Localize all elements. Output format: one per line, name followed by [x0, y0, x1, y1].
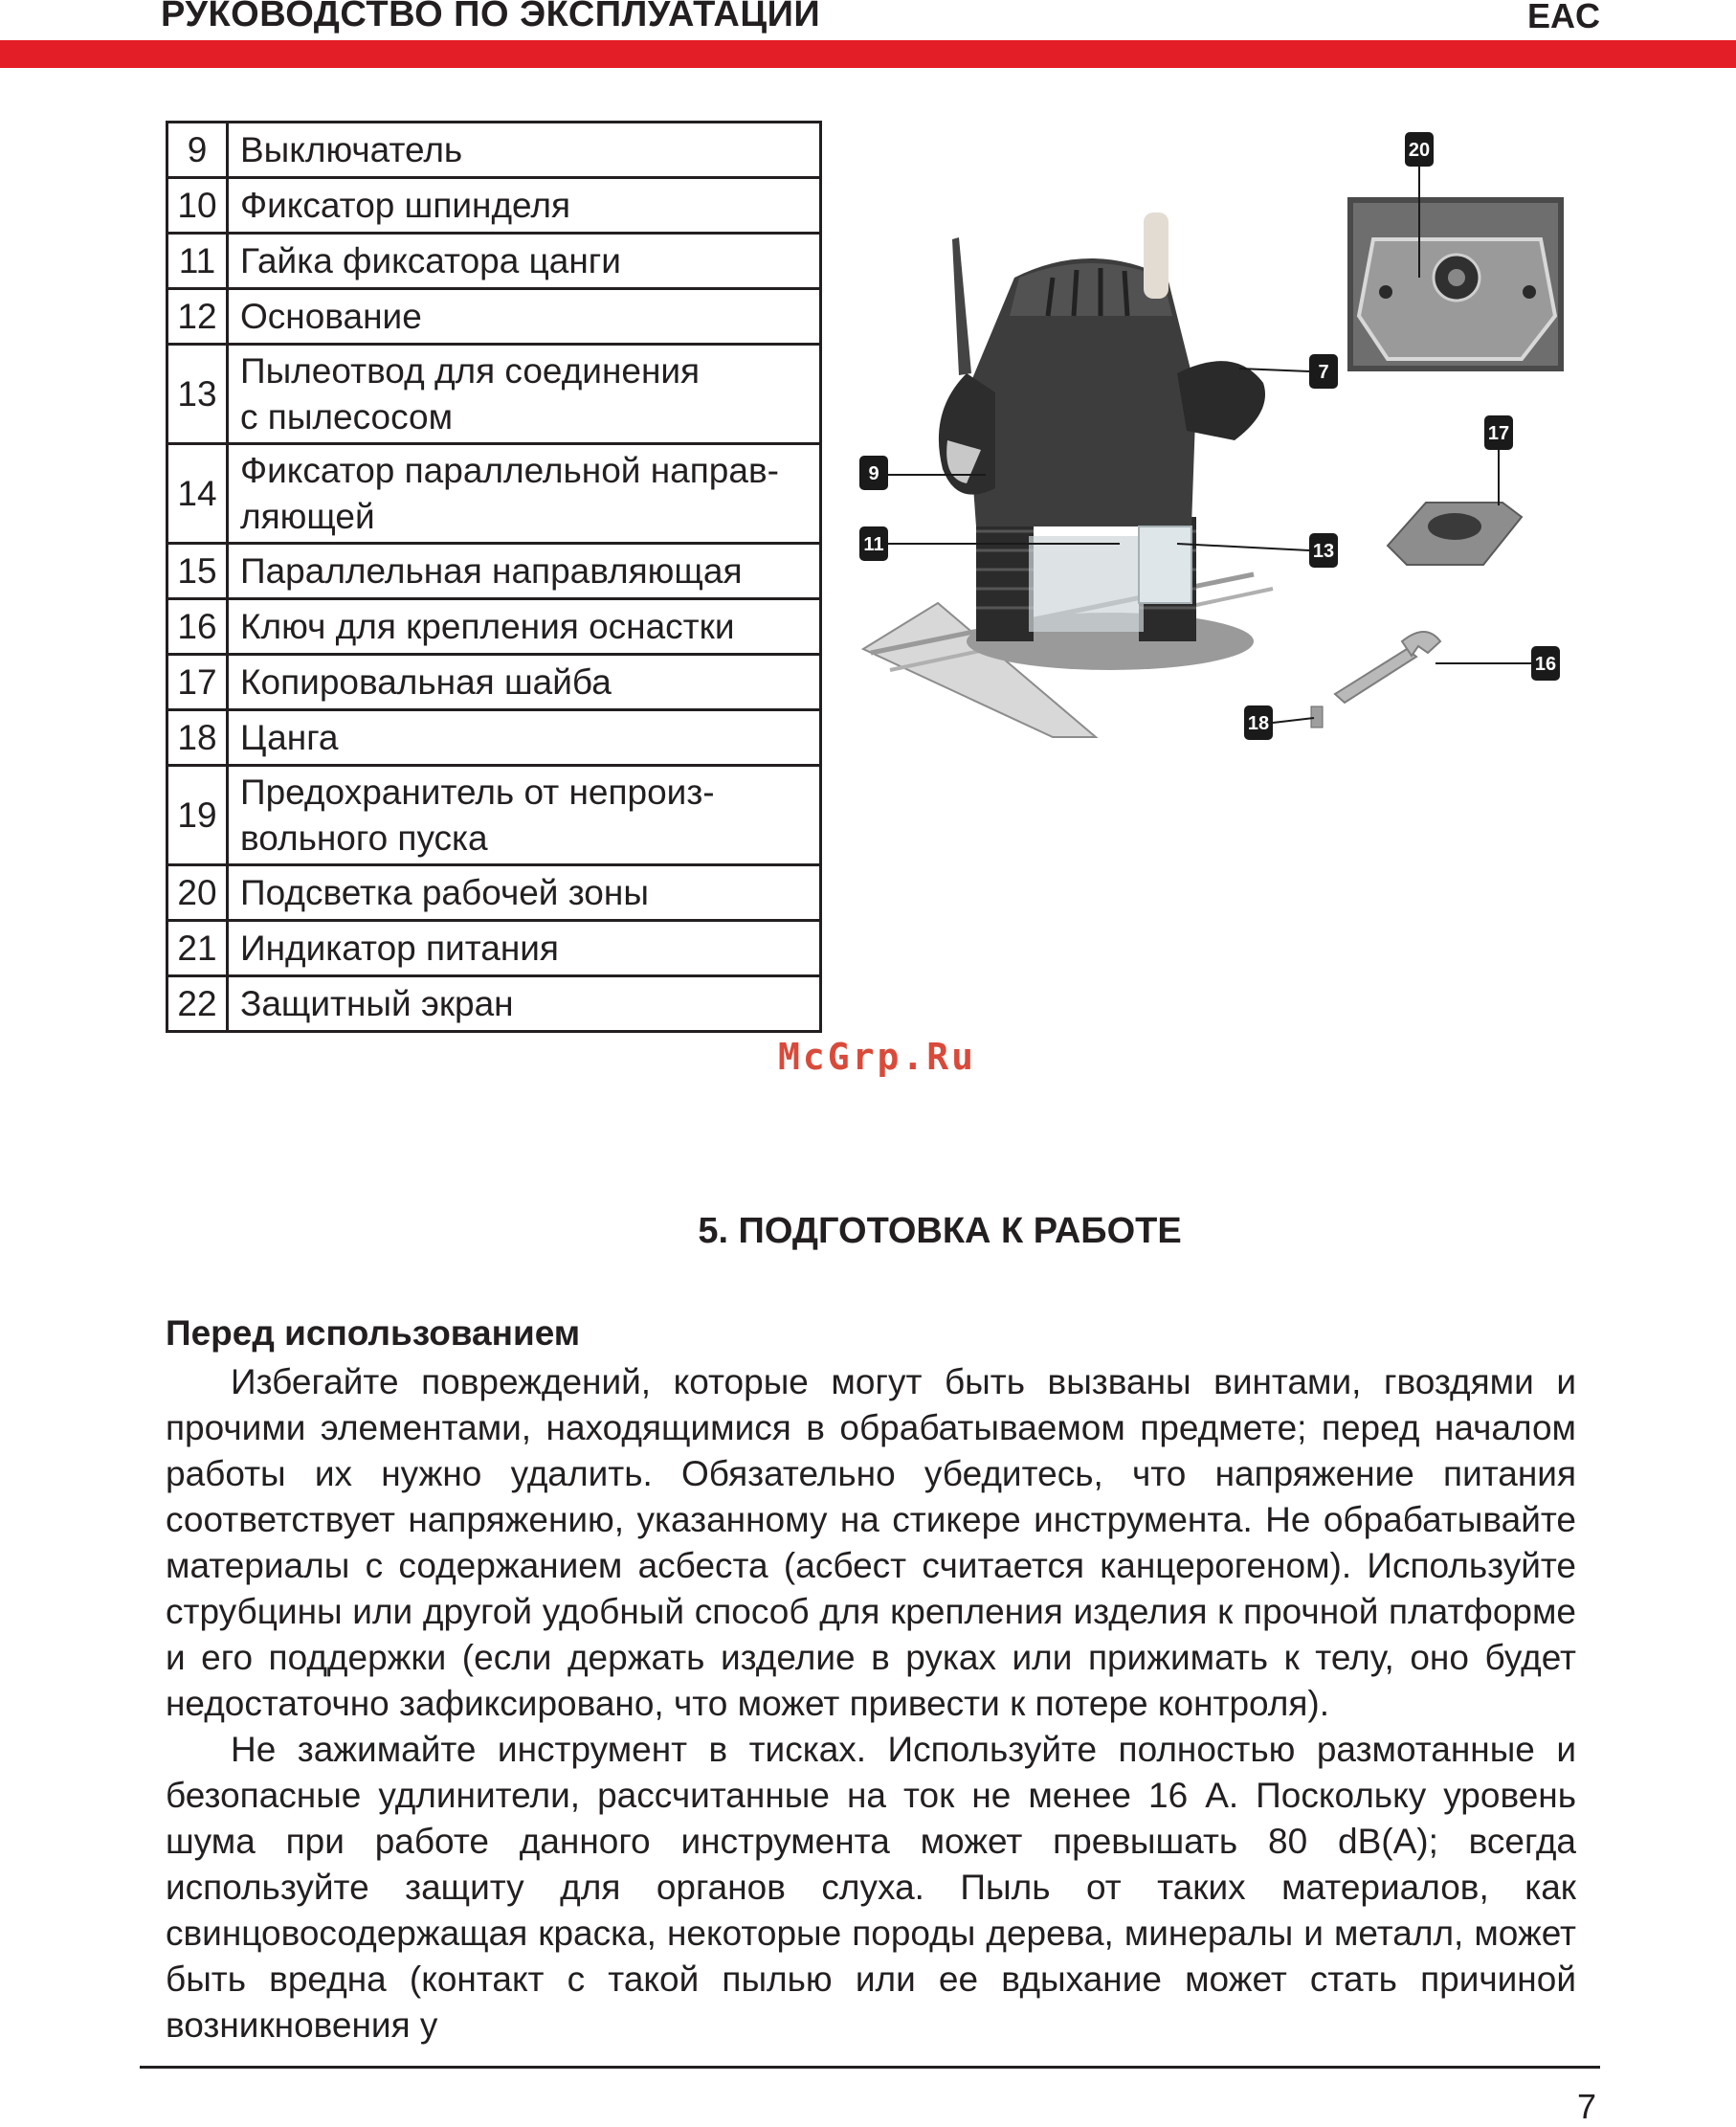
part-number: 10 [167, 178, 228, 234]
part-description-line: Пылеотвод для соединения [240, 350, 701, 391]
part-number: 18 [167, 710, 228, 766]
table-row [167, 865, 821, 921]
part-number: 15 [167, 544, 228, 599]
part-number: 19 [167, 766, 228, 865]
callout-label: 13 [1312, 541, 1335, 562]
table-row [167, 234, 821, 289]
part-description [228, 766, 821, 865]
subheading: Перед использованием [166, 1313, 581, 1353]
table-row [167, 766, 821, 865]
part-number: 20 [167, 865, 228, 921]
header-title: РУКОВОДСТВО ПО ЭКСПЛУАТАЦИИ [161, 0, 821, 34]
table-row [167, 444, 821, 544]
table-row [167, 655, 821, 710]
table-row [167, 710, 821, 766]
paragraph: Избегайте повреждений, которые могут быть вызваны винтами, гвоздями и прочими элементами, находящимися в обрабатываемом предмете; перед началом работы их нужно удалить. Обязательно убедитесь, что напряжение питания соответствует напряжению, указанному на стикере инструмента. Не обрабатывайте материалы с содержанием асбеста (асбест считается канцерогеном). Используйте струбцины или другой удобный способ для крепления изделия к прочной платформе и его поддержки (если держать изделие в руках или прижимать к телу, оно будет недостаточно зафиксировано, что может привести к потере контроля). [166, 1362, 1576, 1723]
part-number: 12 [167, 289, 228, 345]
table-row [167, 289, 821, 345]
paragraph: Не зажимайте инструмент в тисках. Используйте полностью размотанные и безопасные удлинители, рассчитанные на ток не менее 16 А. Поскольку уровень шума при работе данного инструмента может превышать 80 dB(A); всегда используйте защиту для органов слуха. Пыль от таких материалов, как свинцовосодержащая краска, некоторые породы дерева, минералы и металл, может быть вредна (контакт с такой пылью или ее вдыхание может стать причиной возникновения у [166, 1730, 1576, 2045]
callout-17 [1484, 415, 1513, 450]
part-description: Индикатор питания [228, 921, 821, 976]
parts-table [166, 121, 822, 1033]
collet [1311, 706, 1323, 728]
part-description: Параллельная направляющая [228, 544, 821, 599]
callout-label: 18 [1247, 713, 1270, 734]
callout-18 [1244, 705, 1273, 740]
part-number: 16 [167, 599, 228, 655]
part-number: 22 [167, 976, 228, 1032]
callout-label: 9 [868, 463, 879, 484]
footer-rule [140, 2066, 1600, 2069]
table-row [167, 599, 821, 655]
table-row [167, 123, 821, 178]
part-description-line: Предохранитель от непроиз- [240, 772, 715, 812]
part-description: Гайка фиксатора цанги [228, 234, 821, 289]
callout-label: 16 [1534, 654, 1557, 675]
callout-label: 17 [1487, 423, 1510, 444]
part-description: Основание [228, 289, 821, 345]
callout-label: 20 [1408, 140, 1431, 161]
callout-13 [1309, 533, 1338, 568]
part-description-line: вольного пуска [240, 817, 488, 858]
watermark: McGrp.Ru [778, 1036, 977, 1078]
part-description-line: Фиксатор параллельной направ- [240, 450, 779, 490]
part-description: Защитный экран [228, 976, 821, 1032]
part-description: Выключатель [228, 123, 821, 178]
part-description: Ключ для крепления оснастки [228, 599, 821, 655]
part-description [228, 444, 821, 544]
table-row [167, 178, 821, 234]
header-red-band [0, 40, 1736, 68]
part-number: 9 [167, 123, 228, 178]
part-description: Цанга [228, 710, 821, 766]
copy-ring [1388, 503, 1522, 565]
part-number: 21 [167, 921, 228, 976]
part-description: Фиксатор шпинделя [228, 178, 821, 234]
section-title: 5. ПОДГОТОВКА К РАБОТЕ [698, 1211, 1182, 1251]
spanner-wrench [1335, 632, 1440, 703]
page-number: 7 [1576, 2087, 1596, 2126]
part-number: 11 [167, 234, 228, 289]
body-text [166, 1359, 1576, 2049]
callout-label: 11 [863, 534, 884, 555]
table-row [167, 976, 821, 1032]
callout-16 [1531, 646, 1560, 681]
callout-7 [1309, 354, 1338, 389]
table-row [167, 544, 821, 599]
part-description: Копировальная шайба [228, 655, 821, 710]
part-number: 17 [167, 655, 228, 710]
part-description [228, 345, 821, 444]
part-description: Подсветка рабочей зоны [228, 865, 821, 921]
part-number: 13 [167, 345, 228, 444]
table-row [167, 345, 821, 444]
part-description-line: ляющей [240, 496, 375, 536]
callout-20 [1405, 132, 1434, 167]
callout-label: 7 [1318, 362, 1329, 383]
callout-11 [859, 526, 888, 561]
base-inset-photo [1347, 197, 1564, 371]
part-number: 14 [167, 444, 228, 544]
table-row [167, 921, 821, 976]
eac-mark: EAC [1526, 0, 1600, 35]
callout-9 [859, 456, 888, 490]
router-diagram [852, 124, 1589, 756]
part-description-line: с пылесосом [240, 396, 453, 437]
